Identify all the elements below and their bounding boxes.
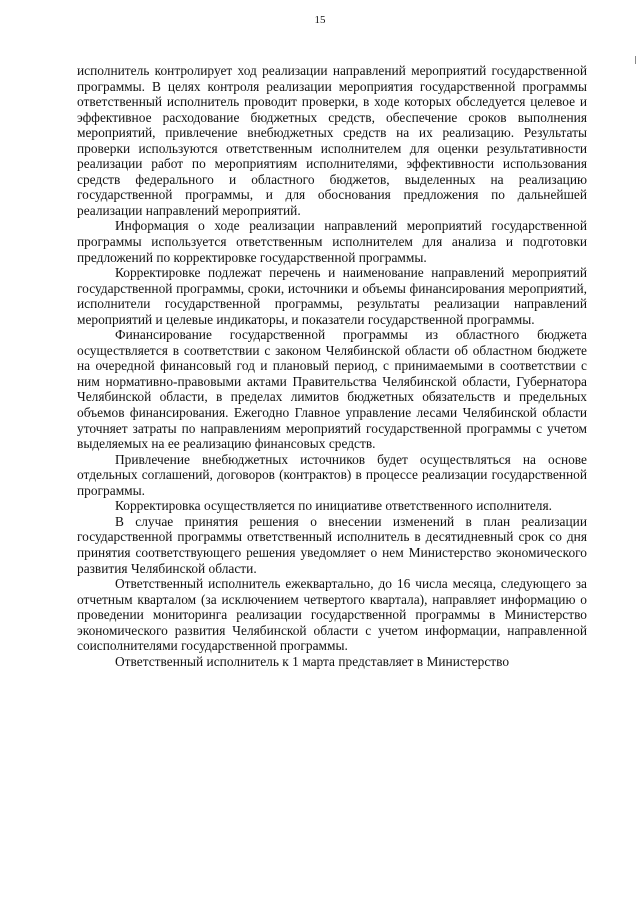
paragraph-information-use: Информация о ходе реализации направлений мероприятий государственной программы используется ответственным исполнителем для анализа и подготовки предложений по корректировке государственной программы. (77, 218, 587, 265)
paragraph-extrabudgetary: Привлечение внебюджетных источников будет осуществляться на основе отдельных соглашений, договоров (контрактов) в процессе реализации государственной программы. (77, 451, 587, 498)
margin-mark (635, 56, 636, 64)
paragraph-quarterly-report: Ответственный исполнитель ежеквартально, до 16 числа месяца, следующего за отчетным кварталом (за исключением четвертого квартала), направляет информацию о проведении мониторинга реализации государственной программы в Министерство экономического развития Челябинской области с учетом информации, направленной соисполнителями государственной программы. (77, 576, 587, 654)
paragraph-correction-subjects: Корректировке подлежат перечень и наименование направлений мероприятий государственной программы, сроки, источники и объемы финансирования мероприятий, исполнители государственной программы, результаты реализации направлений мероприятий и целевые индикаторы, и показатели государственной программы. (77, 265, 587, 327)
page-number: 15 (314, 14, 326, 26)
paragraph-plan-changes: В случае принятия решения о внесении изменений в план реализации государственной программы ответственный исполнитель в десятидневный срок со дня принятия соответствующего решения уведомляет о нем Министерство экономического развития Челябинской области. (77, 513, 587, 576)
paragraph-continuation: исполнитель контролирует ход реализации направлений мероприятий государственной программы. В целях контроля реализации мероприятия государственной программы ответственный исполнитель проводит проверки, в ходе которых обследуется целевое и эффективное расходование бюджетных средств, обеспечение сроков выполнения мероприятий, привлечение внебюджетных средств на их реализацию. Результаты проверки используются ответственным исполнителем для оценки результативности реализации работ по мероприятиям исполнителями, эффективности использования средств федерального и областного бюджетов, выделенных на реализацию государственной программы, и для обоснования предложения по дальнейшей реализации направлений мероприятий. (77, 63, 587, 218)
paragraph-annual-report: Ответственный исполнитель к 1 марта представляет в Министерство (115, 653, 510, 669)
paragraph-correction-initiative: Корректировка осуществляется по инициативе ответственного исполнителя. (115, 498, 552, 514)
document-body (77, 63, 587, 669)
paragraph-financing: Финансирование государственной программы из областного бюджета осуществляется в соответствии с законом Челябинской области об областном бюджете на очередной финансовый год и плановый период, с принимаемыми в соответствии с ним нормативно-правовыми актами Правительства Челябинской области, Губернатора Челябинской области, в пределах лимитов бюджетных обязательств и предельных объемов финансирования. Ежегодно Главное управление лесами Челябинской области уточняет затраты по направлениям мероприятий государственной программы с учетом выделяемых на ее реализацию финансовых средств. (77, 327, 587, 452)
